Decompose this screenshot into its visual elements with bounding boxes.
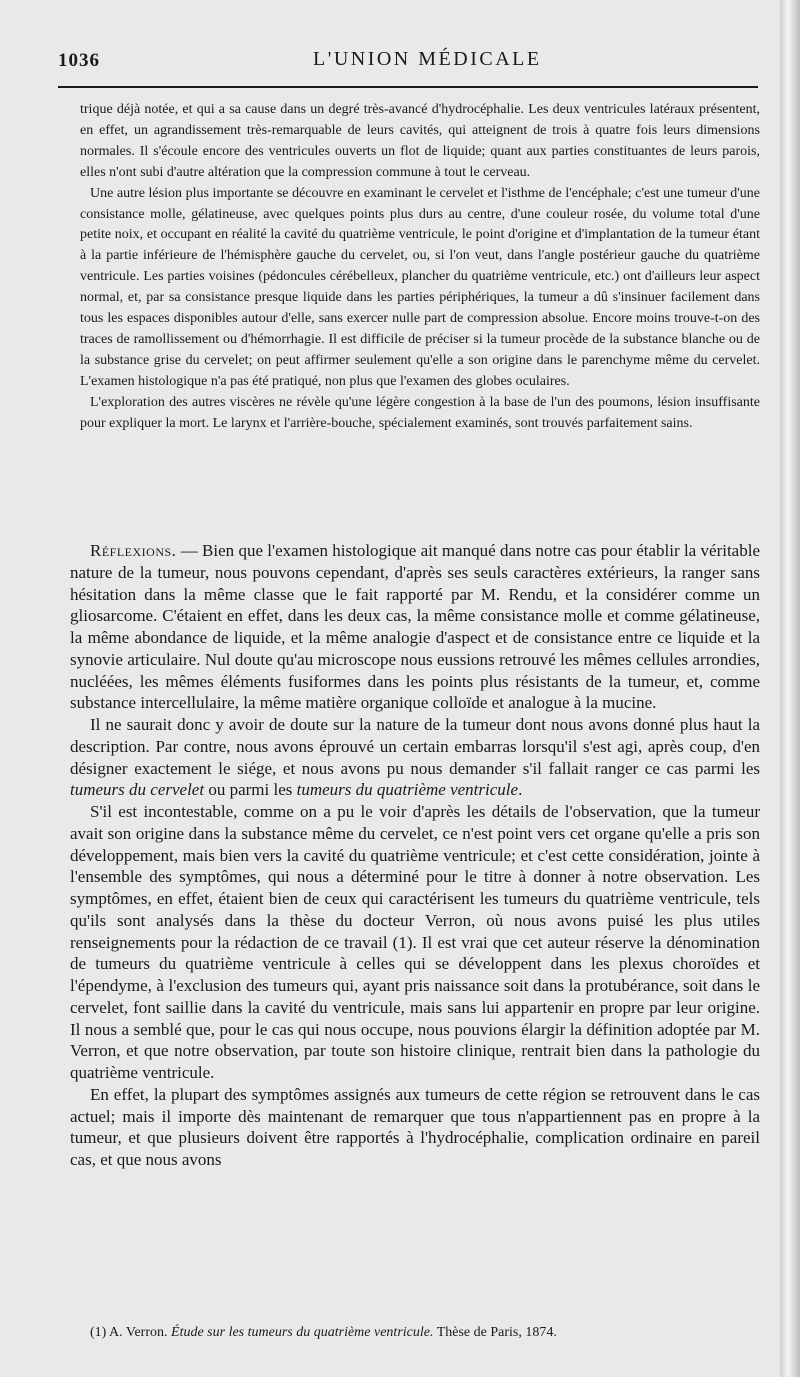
- footnote-rest: Thèse de Paris, 1874.: [433, 1325, 557, 1340]
- footnote: [90, 1324, 760, 1342]
- page-edge: [780, 0, 800, 1377]
- footnote-title: Étude sur les tumeurs du quatrième ventricule.: [171, 1325, 434, 1340]
- reflexions-section: [70, 540, 760, 1171]
- header-rule: [58, 86, 758, 88]
- paragraph-lesion: Une autre lésion plus importante se découvre en examinant le cervelet et l'isthme de l'encéphale; c'est une tumeur d'une consistance molle, gélatineuse, avec quelques points plus durs au centre, d'une couleur rosée, du volume total d'une petite noix, et occupant en réalité la cavité du quatrième ventricule, le point d'origine et d'implantation de la tumeur étant à la partie inférieure de l'hémisphère gauche du cervelet, ou, si l'on veut, dans l'angle postérieur gauche du quatrième ventricule. Les parties voisines (pédoncules cérébelleux, plancher du quatrième ventricule, etc.) ont d'ailleurs leur aspect normal, et, par sa consistance presque liquide dans les parties périphériques, la tumeur a dû s'insinuer facilement dans tous les espaces disponibles autour d'elle, sans exercer nulle part de compression absolue. Encore moins trouve-t-on des traces de ramollissement ou d'hémorrhagie. Il est difficile de préciser si la tumeur procède de la substance blanche ou de la substance grise du cervelet; on peut affirmer seulement qu'elle a son origine dans le parenchyme même du cervelet. L'examen histologique n'a pas été pratiqué, non plus que l'examen des globes oculaires.: [80, 185, 760, 389]
- page-header: [58, 46, 758, 76]
- reflexions-text: — Bien que l'examen histologique ait manqué dans notre cas pour établir la véritable nature de la tumeur, nous pouvons cependant, d'après ses seuls caractères extérieurs, la ranger sans hésitation dans la même classe que le fait rapporté par M. Rendu, et la considérer comme un gliosarcome. C'étaient en effet, dans les deux cas, la même consistance molle et comme gélatineuse, la même abondance de liquide, et la même analogie d'aspect et de consistance entre ce liquide et la synovie articulaire. Nul doute qu'au microscope nous eussions retrouvé les mêmes cellules arrondies, nucléées, les mêmes éléments fusiformes dans les points plus résistants de la tumeur, et, comme substance intercellulaire, la même matière organique colloïde et analogue à la mucine.: [70, 541, 760, 713]
- paragraph-incontestable: S'il est incontestable, comme on a pu le voir d'après les détails de l'observation, que la tumeur avait son origine dans la substance même du cervelet, ce n'est point vers cet organe qu'elle a pris son développement, mais bien vers la cavité du quatrième ventricule; et c'est cette considération, jointe à l'ensemble des symptômes, qui nous a déterminé pour le titre à donner à notre observation. Les symptômes, en effet, étaient bien de ceux qui caractérisent les tumeurs du quatrième ventricule, tels qu'ils sont analysés dans la thèse du docteur Verron, où nous avons puisé les plus utiles renseignements pour la rédaction de ce travail (1). Il est vrai que cet auteur réserve la dénomination de tumeurs du quatrième ventricule à celles qui se développent dans les plexus choroïdes et l'épendyme, à l'exclusion des tumeurs qui, ayant pris naissance soit dans la protubérance, soit dans le cervelet, font saillie dans la cavité du ventricule, mais sans lui appartenir en propre par leur origine. Il nous a semblé que, pour le cas qui nous occupe, nous pouvions élargir la définition adoptée par M. Verron, et que notre observation, par toute son histoire clinique, rentrait bien dans la pathologie du quatrième ventricule.: [70, 802, 760, 1082]
- running-title: L'UNION MÉDICALE: [313, 48, 542, 70]
- reflexions-heading: Réflexions.: [90, 541, 177, 560]
- doute-middle: ou parmi les: [204, 780, 297, 800]
- doute-italic-ventricule: tumeurs du quatrième ventricule: [296, 780, 519, 800]
- paragraph-reflexions: [70, 540, 760, 714]
- paragraph-doute: [70, 714, 760, 801]
- paragraph-ventricules: trique déjà notée, et qui a sa cause dans un degré très-avancé d'hydrocéphalie. Les deux ventricules latéraux présentent, en effet, un agrandissement très-remarquable de leurs cavités, qui atteignent de trois à quatre fois leurs dimensions normales. Il s'écoule encore des ventricules ouverts un flot de liquide; quant aux parties constituantes de leurs parois, elles n'ont subi d'autre altération que la compression commune à tout le cerveau.: [80, 102, 760, 180]
- autopsy-section: [80, 100, 760, 435]
- paragraph-effet: En effet, la plupart des symptômes assignés aux tumeurs de cette région se retrouvent dans le cas actuel; mais il importe dès maintenant de remarquer que tous n'appartiennent pas en propre à la tumeur, et que plusieurs doivent être rapportés à l'hydrocéphalie, complication ordinaire en pareil cas, et que nous avons: [70, 1084, 760, 1169]
- doute-text: Il ne saurait donc y avoir de doute sur la nature de la tumeur dont nous avons donné plus haut la description. Par contre, nous avons éprouvé un certain embarras lorsqu'il s'est agi, après coup, d'en désigner exactement le siége, et nous avons pu nous demander s'il fallait ranger ce cas parmi les: [70, 715, 760, 778]
- footnote-marker: (1) A. Verron.: [90, 1325, 168, 1340]
- doute-end: .: [518, 780, 523, 800]
- doute-italic-cervelet: tumeurs du cervelet: [70, 780, 205, 800]
- page-number: 1036: [58, 50, 100, 71]
- paragraph-exploration: L'exploration des autres viscères ne révèle qu'une légère congestion à la base de l'un des poumons, lésion insuffisante pour expliquer la mort. Le larynx et l'arrière-bouche, spécialement examinés, sont trouvés parfaitement sains.: [80, 394, 760, 431]
